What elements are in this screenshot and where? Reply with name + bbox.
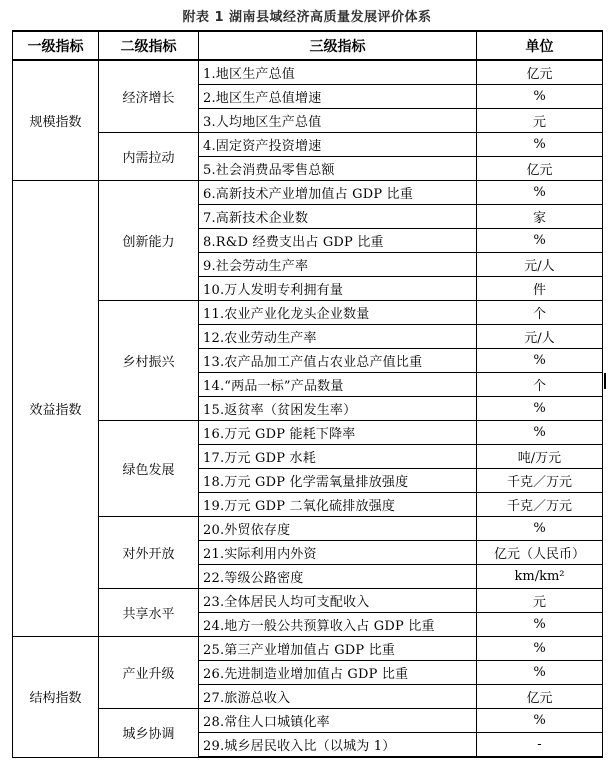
unit-cell: 亿元 (477, 60, 603, 85)
table-row (13, 637, 603, 661)
unit-cell: - (477, 733, 603, 758)
level2-cell: 绿色发展 (99, 421, 199, 517)
header-level2: 二级指标 (99, 31, 199, 60)
level3-cell: 8.R&D 经费支出占 GDP 比重 (199, 229, 477, 253)
unit-cell: % (477, 661, 603, 685)
table-body (13, 60, 603, 757)
table-row (13, 301, 603, 325)
table-row (13, 517, 603, 541)
unit-cell: 亿元 (477, 685, 603, 709)
unit-cell: km/km² (477, 565, 603, 589)
level3-cell: 16.万元 GDP 能耗下降率 (199, 421, 477, 445)
level3-cell: 20.外贸依存度 (199, 517, 477, 541)
level2-cell: 对外开放 (99, 517, 199, 589)
unit-cell: % (477, 709, 603, 733)
level3-cell: 15.返贫率（贫困发生率） (199, 397, 477, 421)
table-row (13, 709, 603, 733)
unit-cell: 吨/万元 (477, 445, 603, 469)
level3-cell: 4.固定资产投资增速 (199, 133, 477, 157)
level3-cell: 14.“两品一标”产品数量 (199, 373, 477, 397)
level3-cell: 23.全体居民人均可支配收入 (199, 589, 477, 613)
level3-cell: 21.实际利用内外资 (199, 541, 477, 565)
header-row (13, 31, 603, 60)
unit-cell: % (477, 133, 603, 157)
unit-cell: 个 (477, 373, 603, 397)
table-row (13, 421, 603, 445)
level3-cell: 22.等级公路密度 (199, 565, 477, 589)
table-row (13, 589, 603, 613)
level2-cell: 共享水平 (99, 589, 199, 637)
header-level1: 一级指标 (13, 31, 99, 60)
unit-cell: 元 (477, 109, 603, 133)
unit-cell: % (477, 517, 603, 541)
unit-cell: % (477, 637, 603, 661)
unit-cell: 亿元 (477, 157, 603, 181)
indicator-table (12, 30, 603, 758)
level2-cell: 内需拉动 (99, 133, 199, 181)
level1-cell: 规模指数 (13, 60, 99, 181)
level3-cell: 3.人均地区生产总值 (199, 109, 477, 133)
unit-cell: 千克／万元 (477, 469, 603, 493)
unit-cell: 家 (477, 205, 603, 229)
unit-cell: 千克／万元 (477, 493, 603, 517)
unit-cell: % (477, 613, 603, 637)
level2-cell: 经济增长 (99, 60, 199, 133)
level3-cell: 9.社会劳动生产率 (199, 253, 477, 277)
table-caption: 附表 1 湖南县域经济高质量发展评价体系 (182, 10, 432, 25)
level2-cell: 产业升级 (99, 637, 199, 709)
level3-cell: 7.高新技术企业数 (199, 205, 477, 229)
level3-cell: 6.高新技术产业增加值占 GDP 比重 (199, 181, 477, 205)
text-cursor (604, 373, 606, 389)
unit-cell: % (477, 349, 603, 373)
level3-cell: 29.城乡居民收入比（以城为 1） (199, 733, 477, 758)
level1-cell: 结构指数 (13, 637, 99, 758)
unit-cell: 元 (477, 589, 603, 613)
level3-cell: 1.地区生产总值 (199, 60, 477, 85)
level2-cell: 乡村振兴 (99, 301, 199, 421)
level3-cell: 2.地区生产总值增速 (199, 85, 477, 109)
level3-cell: 19.万元 GDP 二氧化硫排放强度 (199, 493, 477, 517)
level3-cell: 5.社会消费品零售总额 (199, 157, 477, 181)
unit-cell: % (477, 229, 603, 253)
header-unit: 单位 (477, 31, 603, 60)
table-row (13, 133, 603, 157)
unit-cell: 件 (477, 277, 603, 301)
unit-cell: % (477, 397, 603, 421)
header-level3: 三级指标 (199, 31, 477, 60)
level3-cell: 17.万元 GDP 水耗 (199, 445, 477, 469)
level3-cell: 24.地方一般公共预算收入占 GDP 比重 (199, 613, 477, 637)
level3-cell: 11.农业产业化龙头企业数量 (199, 301, 477, 325)
unit-cell: 个 (477, 301, 603, 325)
table-row (13, 60, 603, 85)
level1-cell: 效益指数 (13, 181, 99, 637)
unit-cell: 元/人 (477, 253, 603, 277)
level3-cell: 26.先进制造业增加值占 GDP 比重 (199, 661, 477, 685)
level2-cell: 城乡协调 (99, 709, 199, 758)
level2-cell: 创新能力 (99, 181, 199, 301)
level3-cell: 25.第三产业增加值占 GDP 比重 (199, 637, 477, 661)
unit-cell: % (477, 85, 603, 109)
level3-cell: 28.常住人口城镇化率 (199, 709, 477, 733)
unit-cell: % (477, 421, 603, 445)
level3-cell: 10.万人发明专利拥有量 (199, 277, 477, 301)
unit-cell: 元/人 (477, 325, 603, 349)
table-row (13, 181, 603, 205)
unit-cell: % (477, 181, 603, 205)
level3-cell: 27.旅游总收入 (199, 685, 477, 709)
level3-cell: 18.万元 GDP 化学需氧量排放强度 (199, 469, 477, 493)
level3-cell: 12.农业劳动生产率 (199, 325, 477, 349)
unit-cell: 亿元（人民币） (477, 541, 603, 565)
level3-cell: 13.农产品加工产值占农业总产值比重 (199, 349, 477, 373)
